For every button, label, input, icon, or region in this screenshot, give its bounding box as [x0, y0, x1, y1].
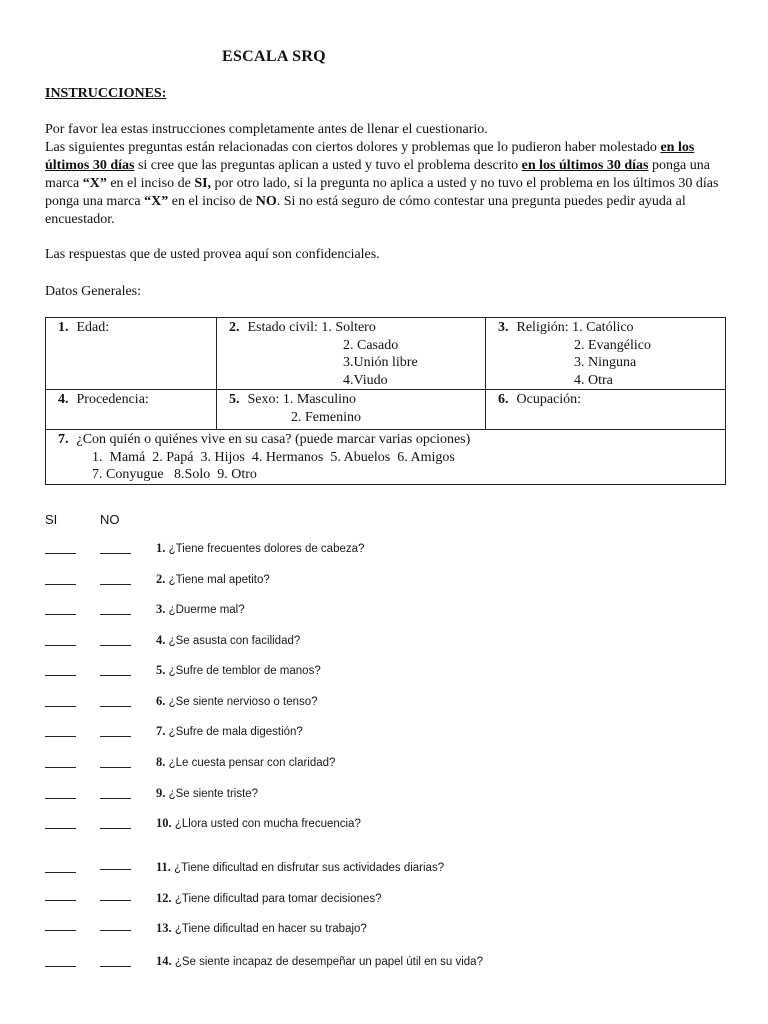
si-answer-blank[interactable] [45, 706, 76, 707]
question-text [156, 954, 483, 969]
emphasis-period: en los últimos 30 días [45, 140, 695, 173]
question-row [0, 602, 768, 622]
field-label: Edad: [76, 320, 110, 335]
no-answer-blank[interactable] [100, 736, 131, 737]
cell-vive-con[interactable] [46, 430, 726, 485]
emphasis-period: en los últimos 30 días [521, 158, 649, 173]
si-answer-blank[interactable] [45, 553, 76, 554]
cell-religion[interactable] [486, 318, 726, 390]
question-number: 10. [156, 816, 172, 830]
paragraph-text: en el inciso de [168, 194, 256, 209]
question-row [0, 755, 768, 775]
question-text [156, 541, 364, 556]
question-label: ¿Le cuesta pensar con claridad? [168, 757, 336, 769]
table-row [46, 390, 726, 430]
paragraph-text: . Si no está seguro de cómo contestar una pregunta puedes pedir ayuda al encuestador. [45, 194, 686, 227]
field-label: Estado civil: [247, 320, 318, 335]
paragraph-text: en el inciso de [106, 176, 195, 191]
question-row [0, 572, 768, 592]
question-text [156, 694, 318, 709]
question-number: 2. [156, 572, 166, 586]
no-column-header: NO [100, 512, 120, 527]
confidential-note: Las respuestas que de usted provea aquí son confidenciales. [45, 247, 380, 262]
question-number: 12. [156, 891, 172, 905]
question-number: 14. [156, 954, 172, 968]
question-label: ¿Se asusta con facilidad? [168, 635, 301, 647]
no-answer-blank[interactable] [100, 767, 131, 768]
question-text [156, 633, 300, 648]
question-text [156, 724, 303, 739]
question-label: ¿Se siente incapaz de desempeñar un papel útil en su vida? [174, 956, 483, 968]
cell-ocupacion[interactable] [486, 390, 726, 430]
question-number: 5. [156, 663, 166, 677]
field-number: 7. [58, 432, 69, 447]
question-text [156, 921, 367, 936]
question-label: ¿Tiene dificultad en disfrutar sus actividades diarias? [174, 862, 445, 874]
question-text [156, 786, 258, 801]
si-answer-blank[interactable] [45, 584, 76, 585]
vive-options-line: 1. Mamá 2. Papá 3. Hijos 4. Hermanos 5. Abuelos 6. Amigos [92, 449, 455, 465]
si-answer-blank[interactable] [45, 828, 76, 829]
emphasis-no: NO [255, 194, 277, 209]
intro-text: Por favor lea estas instrucciones completamente antes de llenar el cuestionario. [45, 122, 488, 137]
no-answer-blank[interactable] [100, 869, 131, 870]
question-label: ¿Tiene frecuentes dolores de cabeza? [168, 543, 365, 555]
question-number: 11. [156, 860, 171, 874]
cell-procedencia[interactable] [46, 390, 217, 430]
question-number: 13. [156, 921, 172, 935]
field-number: 4. [58, 392, 69, 407]
field-number: 3. [498, 320, 509, 335]
question-row [0, 633, 768, 653]
datos-generales-label: Datos Generales: [45, 284, 142, 299]
field-number: 5. [229, 392, 240, 407]
question-row [0, 816, 768, 836]
option-item: 2. Femenino [291, 409, 361, 425]
si-answer-blank[interactable] [45, 930, 76, 931]
question-row [0, 541, 768, 561]
question-number: 6. [156, 694, 166, 708]
si-answer-blank[interactable] [45, 798, 76, 799]
no-answer-blank[interactable] [100, 614, 131, 615]
field-label: Religión: [516, 320, 569, 335]
question-text [156, 663, 321, 678]
no-answer-blank[interactable] [100, 584, 131, 585]
question-number: 8. [156, 755, 166, 769]
no-answer-blank[interactable] [100, 900, 131, 901]
option-item: 2. Evangélico [574, 337, 651, 353]
question-row [0, 724, 768, 744]
option-item: 3. Ninguna [574, 355, 637, 370]
vive-options-line: 7. Conyugue 8.Solo 9. Otro [92, 467, 257, 482]
page-title: ESCALA SRQ [222, 48, 326, 65]
question-row [0, 921, 768, 941]
question-text [156, 816, 361, 831]
question-label: ¿Sufre de mala digestión? [168, 726, 303, 738]
question-row [0, 663, 768, 683]
cell-sexo[interactable] [217, 390, 486, 430]
table-row [46, 318, 726, 390]
option-item: 1. Masculino [282, 392, 356, 407]
si-answer-blank[interactable] [45, 675, 76, 676]
question-label: ¿Tiene dificultad en hacer su trabajo? [174, 923, 367, 935]
question-text [156, 572, 270, 587]
question-text [156, 755, 335, 770]
field-label: Sexo: [247, 392, 280, 407]
no-answer-blank[interactable] [100, 675, 131, 676]
question-row [0, 954, 768, 974]
no-answer-blank[interactable] [100, 966, 131, 967]
question-text [156, 860, 444, 875]
question-number: 1. [156, 541, 166, 555]
option-item: 3.Unión libre [343, 355, 418, 370]
si-answer-blank[interactable] [45, 767, 76, 768]
field-label: Ocupación: [516, 392, 582, 407]
question-label: ¿Duerme mal? [168, 604, 245, 616]
question-row [0, 891, 768, 911]
question-row [0, 860, 768, 880]
question-row [0, 786, 768, 806]
option-item: 1. Soltero [321, 320, 376, 335]
question-label: ¿Sufre de temblor de manos? [168, 665, 321, 677]
question-number: 3. [156, 602, 166, 616]
general-data-table [45, 317, 726, 485]
no-answer-blank[interactable] [100, 645, 131, 646]
paragraph-text: Las siguientes preguntas están relacionadas con ciertos dolores y problemas que lo pudieron haber molestado [45, 140, 661, 155]
paragraph-text: por otro lado, si la pregunta no aplica a usted y no tuvo el problema en los últimos 30 días ponga una marca [45, 176, 719, 209]
option-item: 4.Viudo [343, 372, 388, 388]
field-label: ¿Con quién o quiénes vive en su casa? (puede marcar varias opciones) [76, 432, 471, 447]
question-label: ¿Llora usted con mucha frecuencia? [174, 818, 361, 830]
field-number: 1. [58, 320, 69, 335]
cell-edad[interactable] [46, 318, 217, 390]
field-label: Procedencia: [76, 392, 149, 407]
question-text [156, 891, 382, 906]
si-answer-blank[interactable] [45, 645, 76, 646]
option-item: 4. Otra [574, 372, 613, 388]
si-answer-blank[interactable] [45, 614, 76, 615]
si-answer-blank[interactable] [45, 736, 76, 737]
no-answer-blank[interactable] [100, 798, 131, 799]
question-row [0, 694, 768, 714]
paragraph-text: si cree que las preguntas aplican a usted y tuvo el problema descrito [134, 158, 522, 173]
question-label: ¿Se siente triste? [168, 788, 259, 800]
cell-estado-civil[interactable] [217, 318, 486, 390]
no-answer-blank[interactable] [100, 930, 131, 931]
field-number: 6. [498, 392, 509, 407]
option-item: 2. Casado [343, 337, 399, 353]
instructions-paragraph [45, 139, 727, 229]
option-item: 1. Católico [572, 320, 634, 335]
instructions-heading: INSTRUCCIONES: [45, 86, 167, 101]
question-label: ¿Tiene dificultad para tomar decisiones? [174, 893, 382, 905]
question-number: 9. [156, 786, 166, 800]
si-answer-blank[interactable] [45, 966, 76, 967]
question-number: 7. [156, 724, 166, 738]
no-answer-blank[interactable] [100, 553, 131, 554]
si-answer-blank[interactable] [45, 900, 76, 901]
question-label: ¿Tiene mal apetito? [168, 574, 270, 586]
si-column-header: SI [45, 512, 58, 527]
emphasis-si: SI, [194, 176, 212, 191]
no-answer-blank[interactable] [100, 706, 131, 707]
table-row [46, 430, 726, 485]
emphasis-mark: “X” [82, 176, 107, 191]
question-label: ¿Se siente nervioso o tenso? [168, 696, 318, 708]
question-text [156, 602, 245, 617]
emphasis-mark: “X” [144, 194, 169, 209]
field-number: 2. [229, 320, 240, 335]
si-answer-blank[interactable] [45, 872, 76, 873]
no-answer-blank[interactable] [100, 828, 131, 829]
question-number: 4. [156, 633, 166, 647]
paragraph-text: ponga una marca [45, 158, 710, 191]
